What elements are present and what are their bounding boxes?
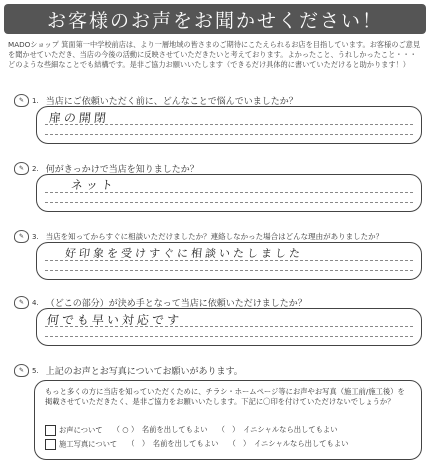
answer-box-4[interactable] <box>36 308 422 346</box>
permission-label: 施工写真について <box>45 439 117 450</box>
handwritten-answer: ネット <box>70 178 117 192</box>
pencil-icon: ✎ <box>14 296 29 309</box>
option-name-ok[interactable]: （ ） 名前を出してもよい <box>127 439 219 448</box>
question-text: 当店を知ってからすぐに相談いただけましたか？連絡しなかった場合はどんな理由がありましたか？ <box>45 232 384 241</box>
square-bullet-icon <box>45 439 56 450</box>
title-banner <box>4 4 426 34</box>
handwritten-answer: 扉の開閉 <box>48 111 110 125</box>
pencil-icon: ✎ <box>14 230 29 243</box>
page-title: お客様のお声をお聞かせください！ <box>46 9 383 32</box>
question-number: 4. <box>32 298 39 307</box>
pencil-icon: ✎ <box>14 364 29 377</box>
option-name-ok[interactable]: （ ○ ） 名前を出してもよい <box>112 425 208 434</box>
question-number: 5. <box>32 366 39 375</box>
answer-line <box>45 336 413 337</box>
question-5 <box>14 364 418 377</box>
permission-text: もっと多くの方に当店を知っていただくために、チラシ・ホームページ等にお声やお写真（施工前/施工後）を掲載させていただきたく、是非ご協力をお願いいたします。下記に〇印を付けていただけないでしょうか？ <box>45 387 405 406</box>
photo-permission-box <box>34 380 422 460</box>
handwritten-answer: 何でも早い対応です <box>46 313 183 327</box>
question-text: 上記のお声とお写真についてお願いがあります。 <box>45 367 243 377</box>
pencil-icon: ✎ <box>14 162 29 175</box>
question-text: 何がきっかけで当店を知りましたか？ <box>45 165 199 175</box>
question-text: 当店にご依頼いただく前に、どんなことで悩んでいましたか？ <box>45 97 298 107</box>
answer-line <box>45 134 413 135</box>
square-bullet-icon <box>45 425 56 436</box>
question-number: 3. <box>32 232 39 241</box>
pencil-icon: ✎ <box>14 94 29 107</box>
question-number: 1. <box>32 96 39 105</box>
answer-box-3[interactable] <box>36 242 422 280</box>
permission-label: お声について <box>45 425 103 436</box>
answer-line <box>45 202 413 203</box>
handwritten-answer: 好印象を受けすぐに相談いたしました <box>64 247 304 260</box>
permission-row-photo <box>45 439 348 450</box>
option-initial-ok[interactable]: （ ） イニシャルなら出してもよい <box>228 439 349 448</box>
answer-box-2[interactable] <box>36 174 422 212</box>
option-initial-ok[interactable]: （ ） イニシャルなら出してもよい <box>217 425 338 434</box>
intro-text: MADOショップ 箕面第一中学校前店は、より一層地域の皆さまのご期待にこたえられるお店を目指しています。お客様のご意見を聞かせていただき、当店の今後の活動に反映させていただきたいと考えております。よかったこと、うれしかったこと・・・どのような些細なことでも結構です。是非ご協力お願いいたします（できるだけ具体的に書いていただけると助かります！） <box>8 40 421 69</box>
question-text: （どこの部分）が決め手となって当店に依頼いただけましたか？ <box>45 299 307 309</box>
question-number: 2. <box>32 164 39 173</box>
answer-box-1[interactable] <box>36 106 422 144</box>
answer-line <box>45 270 413 271</box>
permission-row-voice <box>45 425 338 436</box>
